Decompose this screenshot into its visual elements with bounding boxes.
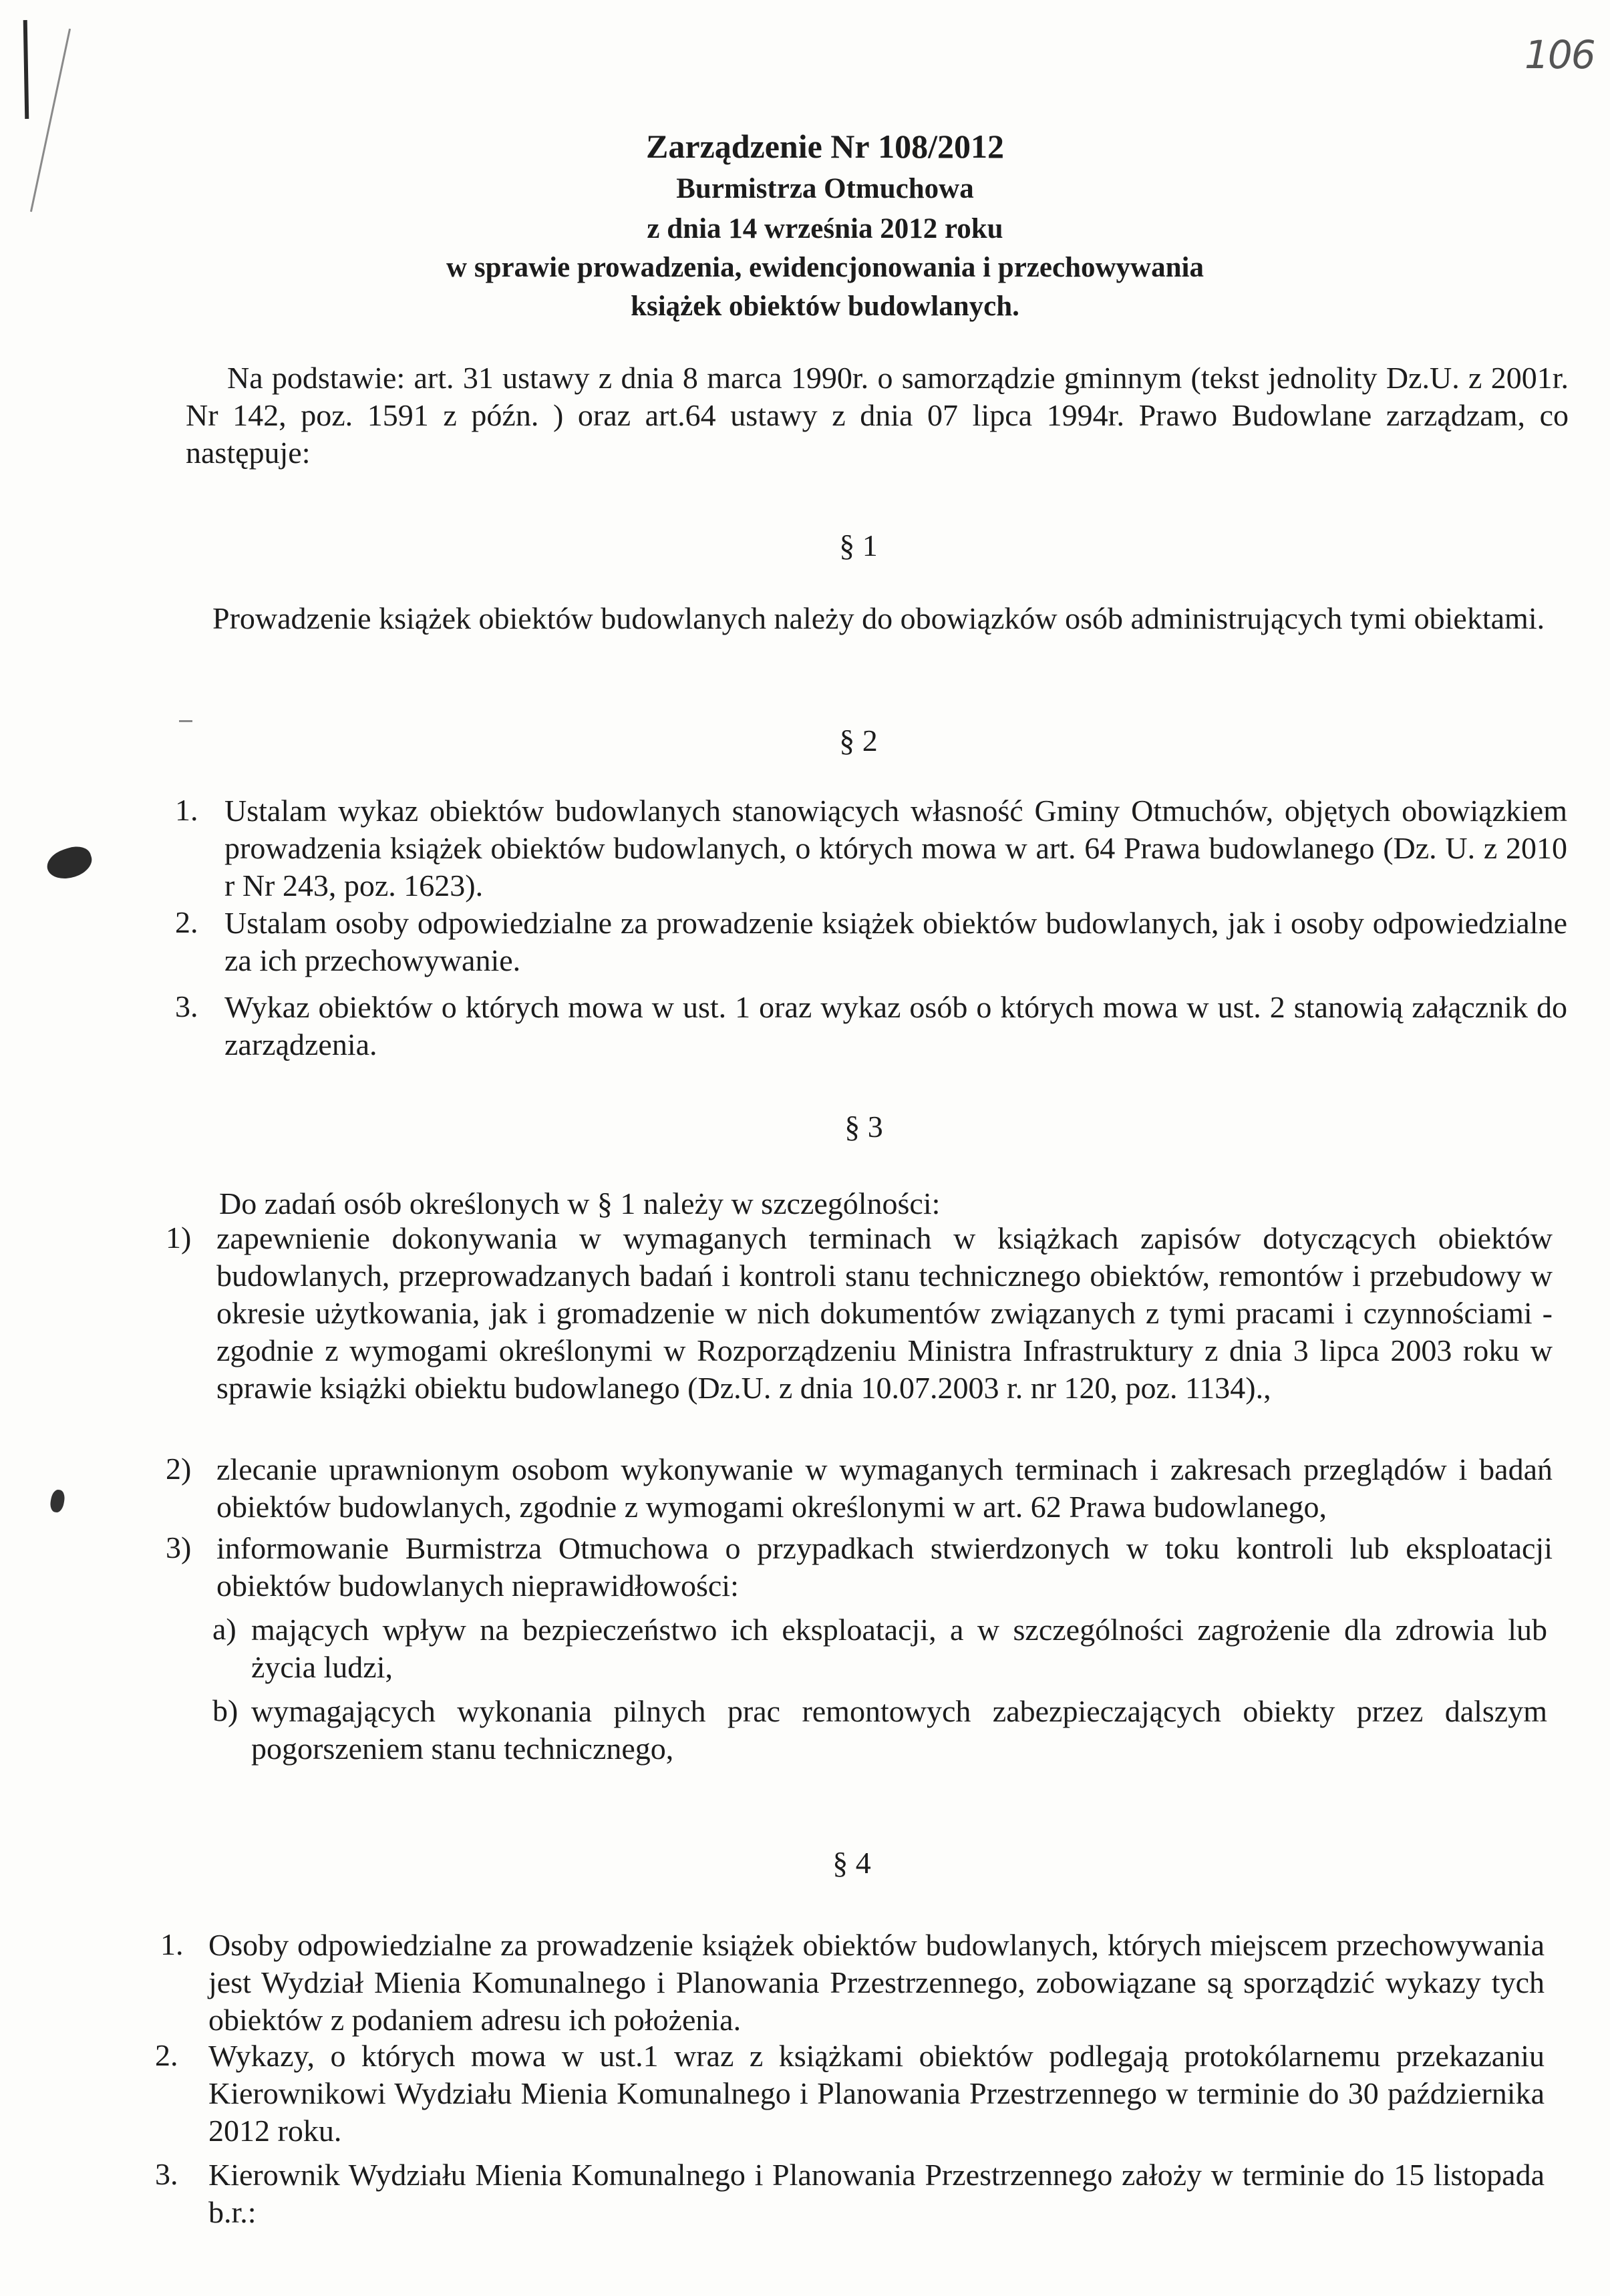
subject-line-2: książek obiektów budowlanych. [631, 291, 1019, 322]
punch-hole-mark-small [49, 1489, 66, 1514]
section-2-heading: § 2 [839, 723, 878, 758]
section-4-item-1-number: 1. [160, 1927, 184, 1961]
section-2-item-1-number: 1. [175, 793, 198, 827]
section-3-subitem-b-text: wymagających wykonania pilnych prac remontowych zabezpieczających obiekty przez dalszym pogorszeniem stanu technicznego, [251, 1694, 1547, 1766]
section-2-item-3-number: 3. [175, 989, 198, 1023]
section-4-heading: § 4 [832, 1846, 871, 1880]
date-line: z dnia 14 września 2012 roku [647, 213, 1003, 244]
section-3-item-1-number: 1) [166, 1220, 192, 1255]
section-2-item-3-text: Wykaz obiektów o których mowa w ust. 1 oraz wykaz osób o których mowa w ust. 2 stanowią załącznik do zarządzenia. [224, 990, 1567, 1061]
section-4-item-3-number: 3. [155, 2157, 178, 2191]
issuer-line: Burmistrza Otmuchowa [676, 173, 974, 204]
document-title [20, 127, 1610, 166]
section-3-subitem-a-text: mających wpływ na bezpieczeństwo ich eksploatacji, a w szczególności zagrożenie dla zdrowia lub życia ludzi, [251, 1613, 1547, 1684]
section-1-heading: § 1 [839, 528, 878, 562]
margin-pen-stroke [23, 20, 29, 119]
subject-line-1: w sprawie prowadzenia, ewidencjonowania i przechowywania [446, 252, 1204, 283]
section-2-item-1-text: Ustalam wykaz obiektów budowlanych stanowiących własność Gminy Otmuchów, objętych obowiązkiem prowadzenia książek obiektów budowlanych, o których mowa w art. 64 Prawa budowlanego (Dz. U. z 2010 r Nr 243, poz. 1623). [224, 794, 1567, 903]
section-2-item-2-text: Ustalam osoby odpowiedzialne za prowadzenie książek obiektów budowlanych, jak i osoby odpowiedzialne za ich przechowywanie. [224, 906, 1567, 977]
section-3-subitem-a-number: a) [212, 1612, 236, 1646]
section-3-item-2-number: 2) [166, 1452, 192, 1486]
section-3-item-1-text: zapewnienie dokonywania w wymaganych terminach w książkach zapisów dotyczących obiektów budowlanych, przeprowadzanych badań i kontroli stanu technicznego obiektów, remontów i przebudowy w okresie użytkowania, jak i gromadzenie w nich dokumentów związanych z tymi pracami i czynnościami - zgodnie z wymogami określonymi w Rozporządzeniu Ministra Infrastruktury z dnia 3 lipca 2003 roku w sprawie książki obiektu budowlanego (Dz.U. z dnia 10.07.2003 r. nr 120, poz. 1134)., [216, 1221, 1553, 1405]
title-number: 108/2012 [878, 128, 1005, 165]
title-prefix: Zarządzenie Nr [645, 128, 870, 165]
section-4-item-1-text: Osoby odpowiedzialne za prowadzenie książek obiektów budowlanych, których miejscem przechowywania jest Wydział Mienia Komunalnego i Planowania Przestrzennego, zobowiązane są sporządzić wykazy tych obiektów z podaniem adresu ich położenia. [208, 1928, 1545, 2037]
section-3-item-3-number: 3) [166, 1530, 192, 1565]
section-1-paragraph: Prowadzenie książek obiektów budowlanych należy do obowiązków osób administrujących tymi obiektami. [212, 601, 1545, 635]
section-3-heading: § 3 [844, 1110, 883, 1144]
scan-speck [179, 720, 192, 722]
section-4-item-2-text: Wykazy, o których mowa w ust.1 wraz z książkami obiektów podlegają protokólarnemu przekazaniu Kierownikowi Wydziału Mienia Komunalnego i Planowania Przestrzennego w terminie do 30 października 2012 roku. [208, 2039, 1545, 2148]
section-4-item-3-text: Kierownik Wydziału Mienia Komunalnego i Planowania Przestrzennego założy w terminie do 15 listopada b.r.: [208, 2158, 1545, 2229]
section-2-item-2-number: 2. [175, 905, 198, 939]
section-4-item-2-number: 2. [155, 2038, 178, 2072]
punch-hole-mark [43, 842, 96, 884]
section-3-item-2-text: zlecanie uprawnionym osobom wykonywanie w wymaganych terminach i zakresach przeglądów i badań obiektów budowlanych, zgodnie z wymogami określonymi w art. 62 Prawa budowlanego, [216, 1452, 1553, 1524]
section-3-intro: Do zadań osób określonych w § 1 należy w szczególności: [219, 1186, 941, 1220]
section-3-item-3-text: informowanie Burmistrza Otmuchowa o przypadkach stwierdzonych w toku kontroli lub eksploatacji obiektów budowlanych nieprawidłowości: [216, 1531, 1553, 1603]
section-3-subitem-b-number: b) [212, 1693, 238, 1728]
handwritten-page-number: 106 [1524, 32, 1595, 77]
preamble-paragraph: Na podstawie: art. 31 ustawy z dnia 8 marca 1990r. o samorządzie gminnym (tekst jednolity Dz.U. z 2001r. Nr 142, poz. 1591 z późn. ) oraz art.64 ustawy z dnia 07 lipca 1994r. Prawo Budowlane zarządzam, co następuje: [186, 361, 1569, 470]
